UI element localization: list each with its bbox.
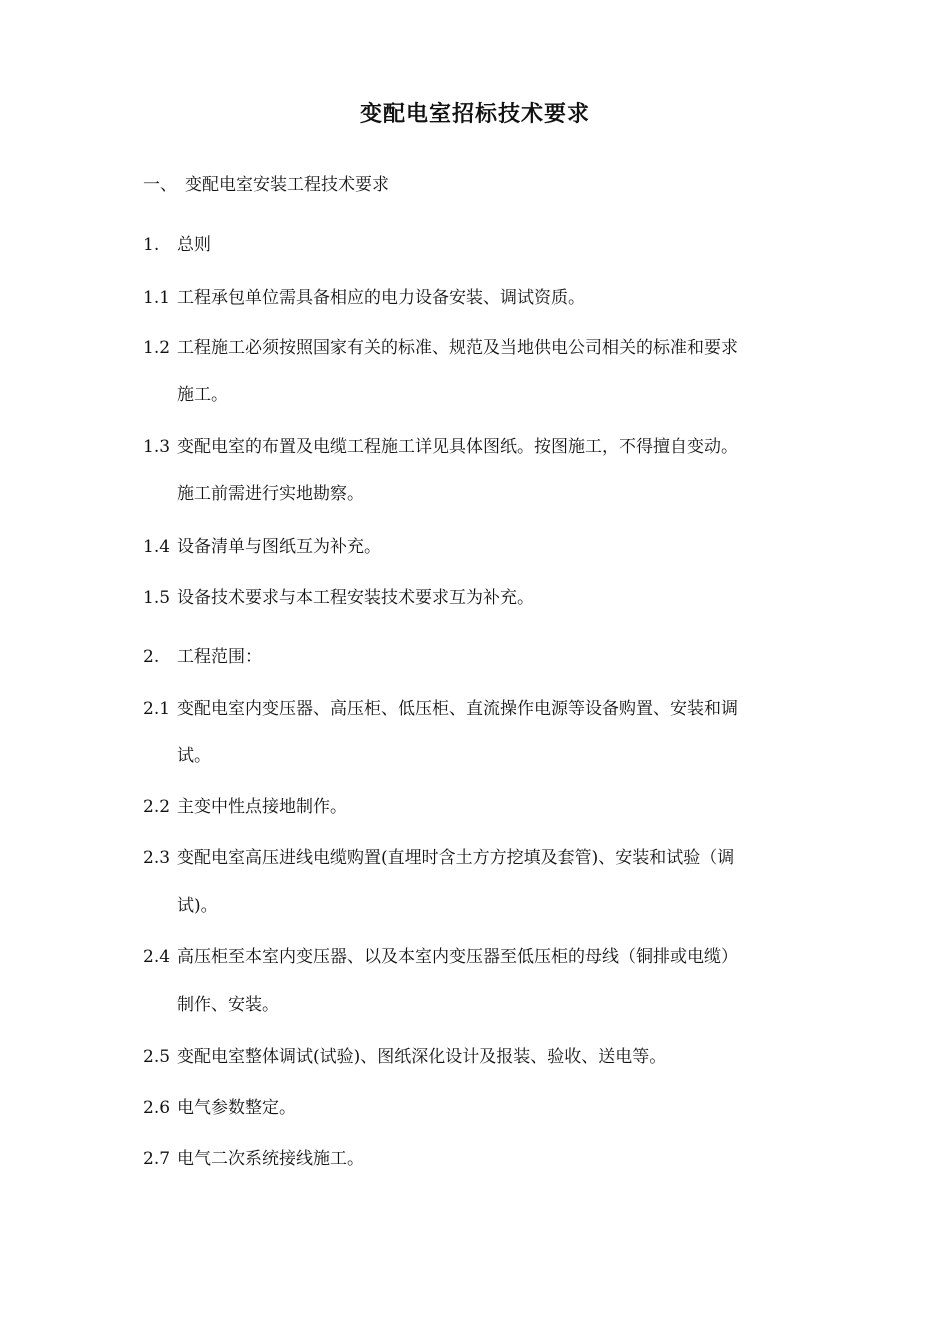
- list-item: [143, 1045, 666, 1069]
- list-item: [143, 586, 534, 610]
- item-number: 2.4: [143, 947, 171, 967]
- item-text: 电气二次系统接线施工。: [177, 1149, 364, 1169]
- item-number: 1.1: [143, 288, 171, 308]
- list-item: [143, 645, 262, 669]
- section-heading: [143, 173, 389, 197]
- item-text: 设备技术要求与本工程安装技术要求互为补充。: [177, 588, 534, 608]
- item-text: 工程范围：: [177, 647, 262, 667]
- item-number: 1.2: [143, 338, 171, 358]
- item-text: 设备清单与图纸互为补充。: [177, 537, 381, 557]
- item-text: 工程承包单位需具备相应的电力设备安装、调试资质。: [177, 288, 585, 308]
- document-title: 变配电室招标技术要求: [359, 102, 590, 127]
- item-number: 2.1: [143, 699, 171, 719]
- item-text: 总则: [177, 235, 211, 255]
- item-number: 2.2: [143, 797, 171, 817]
- item-text: 高压柜至本室内变压器、以及本室内变压器至低压柜的母线（铜排或电缆）: [177, 947, 738, 967]
- item-number: 2.: [143, 647, 160, 667]
- item-text: 电气参数整定。: [177, 1098, 296, 1118]
- item-text: 工程施工必须按照国家有关的标准、规范及当地供电公司相关的标准和要求: [177, 338, 738, 358]
- list-item: [143, 846, 734, 870]
- list-item: [143, 435, 738, 459]
- item-number: 1.4: [143, 537, 171, 557]
- list-item: [143, 945, 738, 969]
- list-item: [143, 535, 381, 559]
- list-item-continuation: 施工。: [177, 385, 228, 405]
- section-number: 一、: [143, 175, 177, 195]
- list-item: [143, 795, 347, 819]
- item-number: 2.3: [143, 848, 171, 868]
- list-item: [143, 697, 738, 721]
- list-item: [143, 233, 211, 257]
- item-number: 1.: [143, 235, 160, 255]
- list-item: [143, 1096, 296, 1120]
- list-item-continuation: 试。: [177, 746, 211, 766]
- item-text: 变配电室的布置及电缆工程施工详见具体图纸。按图施工，不得擅自变动。: [177, 437, 738, 457]
- section-title: 变配电室安装工程技术要求: [185, 175, 389, 195]
- item-number: 2.6: [143, 1098, 171, 1118]
- list-item: [143, 1147, 364, 1171]
- list-item: [143, 336, 738, 360]
- item-number: 2.5: [143, 1047, 171, 1067]
- item-text: 变配电室高压进线电缆购置(直埋时含土方方挖填及套管)、安装和试验（调: [177, 848, 735, 868]
- item-text: 变配电室整体调试(试验)、图纸深化设计及报装、验收、送电等。: [177, 1047, 667, 1067]
- item-number: 1.5: [143, 588, 171, 608]
- item-text: 主变中性点接地制作。: [177, 797, 347, 817]
- list-item-continuation: 试)。: [177, 896, 218, 916]
- list-item-continuation: 制作、安装。: [177, 995, 279, 1015]
- item-text: 变配电室内变压器、高压柜、低压柜、直流操作电源等设备购置、安装和调: [177, 699, 738, 719]
- list-item-continuation: 施工前需进行实地勘察。: [177, 484, 364, 504]
- item-number: 1.3: [143, 437, 171, 457]
- list-item: [143, 286, 585, 310]
- item-number: 2.7: [143, 1149, 171, 1169]
